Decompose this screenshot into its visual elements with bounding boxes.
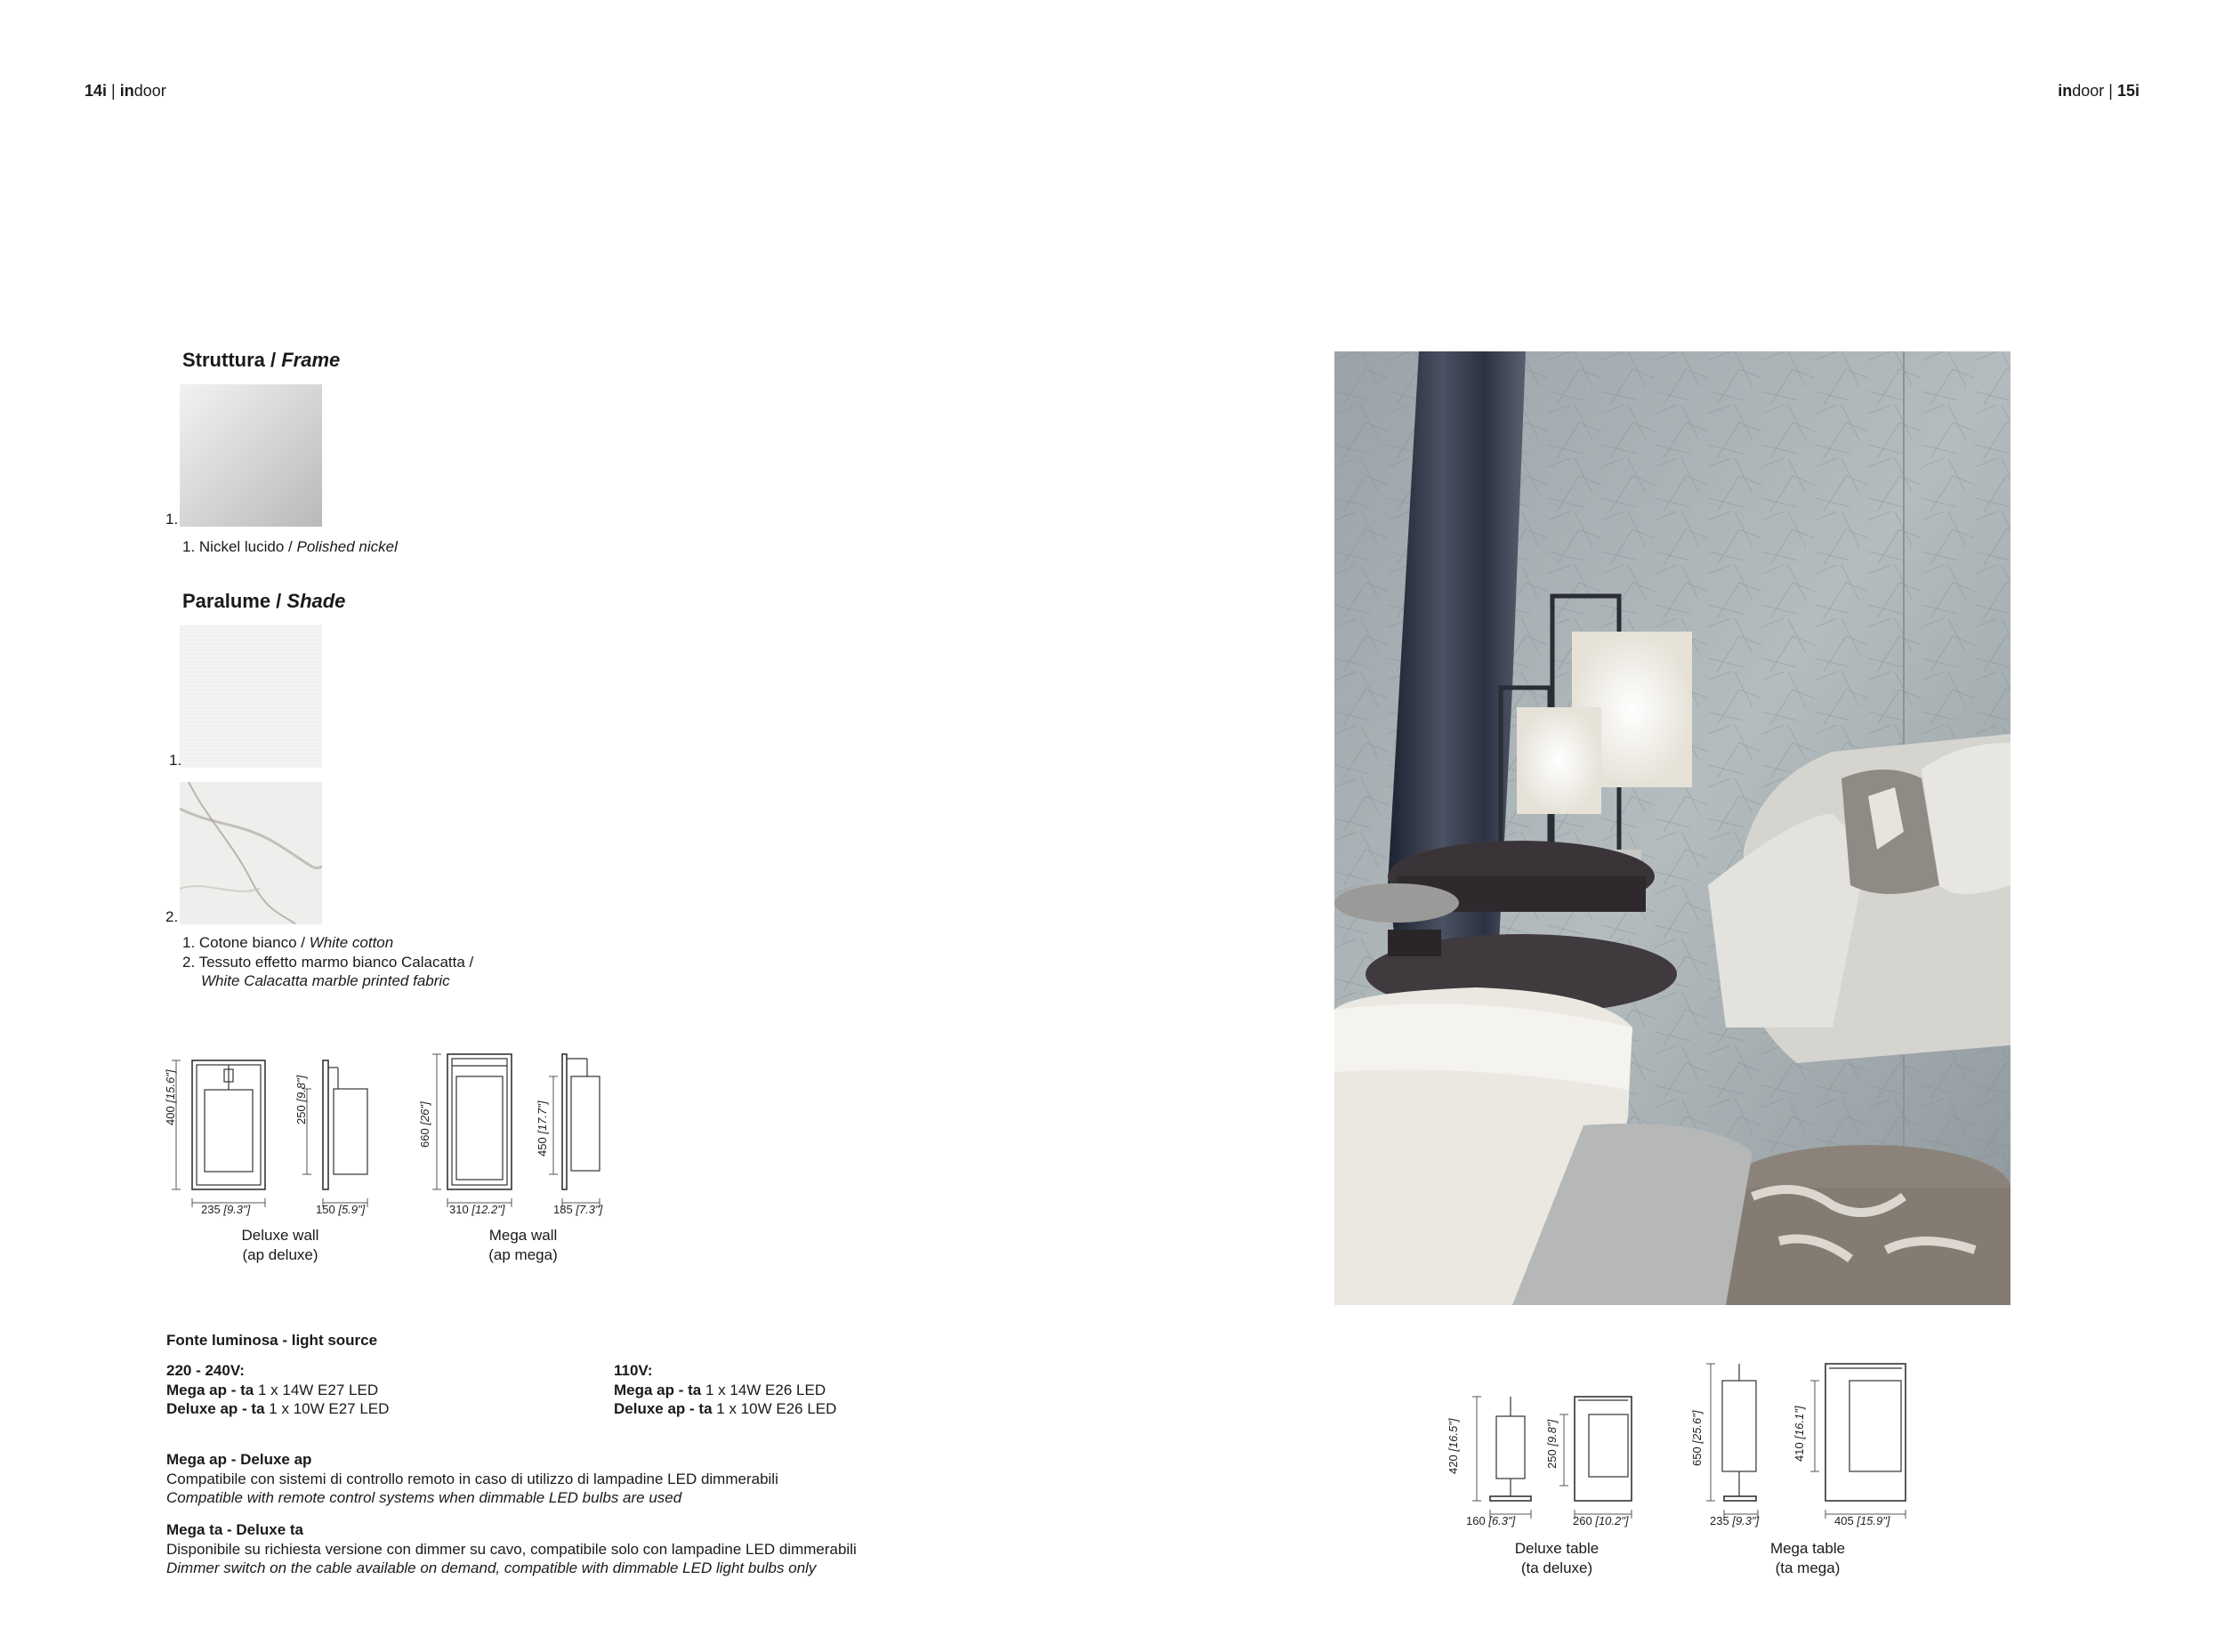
deluxe-table-width-label: 160 [6.3"] — [1466, 1514, 1516, 1527]
interior-photo — [1334, 351, 2010, 1305]
mega-wall-side-height-label: 450 [17.7"] — [536, 1100, 549, 1156]
light-source-title: Fonte luminosa - light source — [166, 1332, 378, 1349]
deluxe-wall-side-height-label: 250 [9.8"] — [294, 1075, 308, 1124]
mega-table-side-height-label: 410 [16.1"] — [1793, 1406, 1806, 1462]
deluxe-table-front-drawing — [1472, 1397, 1531, 1519]
shade-swatch-captions: 1. Cotone bianco / White cotton 2. Tessuto effetto marmo bianco Calacatta / White Calacatta marble printed fabric — [182, 934, 474, 989]
light-source-220v: 220 - 240V: Mega ap - ta 1 x 14W E27 LED Deluxe ap - ta 1 x 10W E27 LED — [166, 1362, 390, 1417]
table-lamp-drawings — [1441, 1361, 1913, 1539]
deluxe-table-depth-label: 260 [10.2"] — [1573, 1514, 1629, 1527]
deluxe-wall-width-label: 235 [9.3"] — [201, 1203, 251, 1216]
deluxe-table-side-height-label: 250 [9.8"] — [1545, 1419, 1559, 1469]
shade-swatch-calacatta-marble[interactable] — [180, 782, 322, 924]
mega-table-depth-label: 405 [15.9"] — [1834, 1514, 1890, 1527]
mega-wall-width-label: 310 [12.2"] — [449, 1203, 505, 1216]
deluxe-wall-depth-label: 150 [5.9"] — [316, 1203, 366, 1216]
frame-swatch-number: 1. — [165, 511, 179, 528]
deluxe-table-side-drawing — [1559, 1397, 1632, 1519]
shade-swatch-number-1: 1. — [169, 752, 182, 769]
mega-wall-front-drawing — [432, 1054, 512, 1207]
note-wall-remote-control: Mega ap - Deluxe ap Compatibile con sistemi di controllo remoto in caso di utilizzo di lampadine LED dimmerabili Compatible with remote control systems when dimmable LED bulbs are used — [166, 1451, 778, 1506]
mega-table-model-name: Mega table (ta mega) — [1769, 1540, 1846, 1576]
deluxe-wall-front-drawing — [172, 1060, 265, 1207]
mega-wall-depth-label: 185 [7.3"] — [553, 1203, 603, 1216]
mega-wall-model-name: Mega wall (ap mega) — [488, 1227, 558, 1263]
page-number-right: indoor | 15i — [2058, 82, 2139, 100]
mega-wall-side-drawing — [549, 1054, 600, 1207]
mega-wall-height-label: 660 [26"] — [418, 1101, 431, 1148]
deluxe-table-height-label: 420 [16.5"] — [1446, 1418, 1460, 1474]
light-source-110v: 110V: Mega ap - ta 1 x 14W E26 LED Deluxe ap - ta 1 x 10W E26 LED — [614, 1362, 837, 1417]
mega-table-front-drawing — [1706, 1364, 1758, 1519]
mega-table-height-label: 650 [25.6"] — [1690, 1410, 1704, 1466]
deluxe-wall-side-drawing — [302, 1060, 367, 1207]
mega-table-width-label: 235 [9.3"] — [1710, 1514, 1760, 1527]
shade-swatch-white-cotton[interactable] — [180, 625, 322, 768]
mega-table-side-drawing — [1810, 1364, 1906, 1519]
frame-swatch-polished-nickel[interactable] — [180, 384, 322, 527]
deluxe-wall-model-name: Deluxe wall (ap deluxe) — [241, 1227, 319, 1263]
frame-section-title: Struttura / Frame — [182, 349, 341, 371]
page-number-left: 14i | indoor — [85, 82, 166, 100]
shade-section-title: Paralume / Shade — [182, 590, 346, 612]
shade-swatch-number-2: 2. — [165, 908, 179, 925]
note-table-dimmer: Mega ta - Deluxe ta Disponibile su richiesta versione con dimmer su cavo, compatibile solo con lampadine LED dimmerabili Dimmer switch on the cable available on demand, compatible with dimmable LED light bulbs only — [166, 1521, 857, 1576]
deluxe-table-model-name: Deluxe table (ta deluxe) — [1514, 1540, 1600, 1576]
deluxe-wall-height-label: 400 [15.6"] — [164, 1069, 177, 1125]
frame-swatch-caption: 1. Nickel lucido / Polished nickel — [182, 538, 398, 555]
